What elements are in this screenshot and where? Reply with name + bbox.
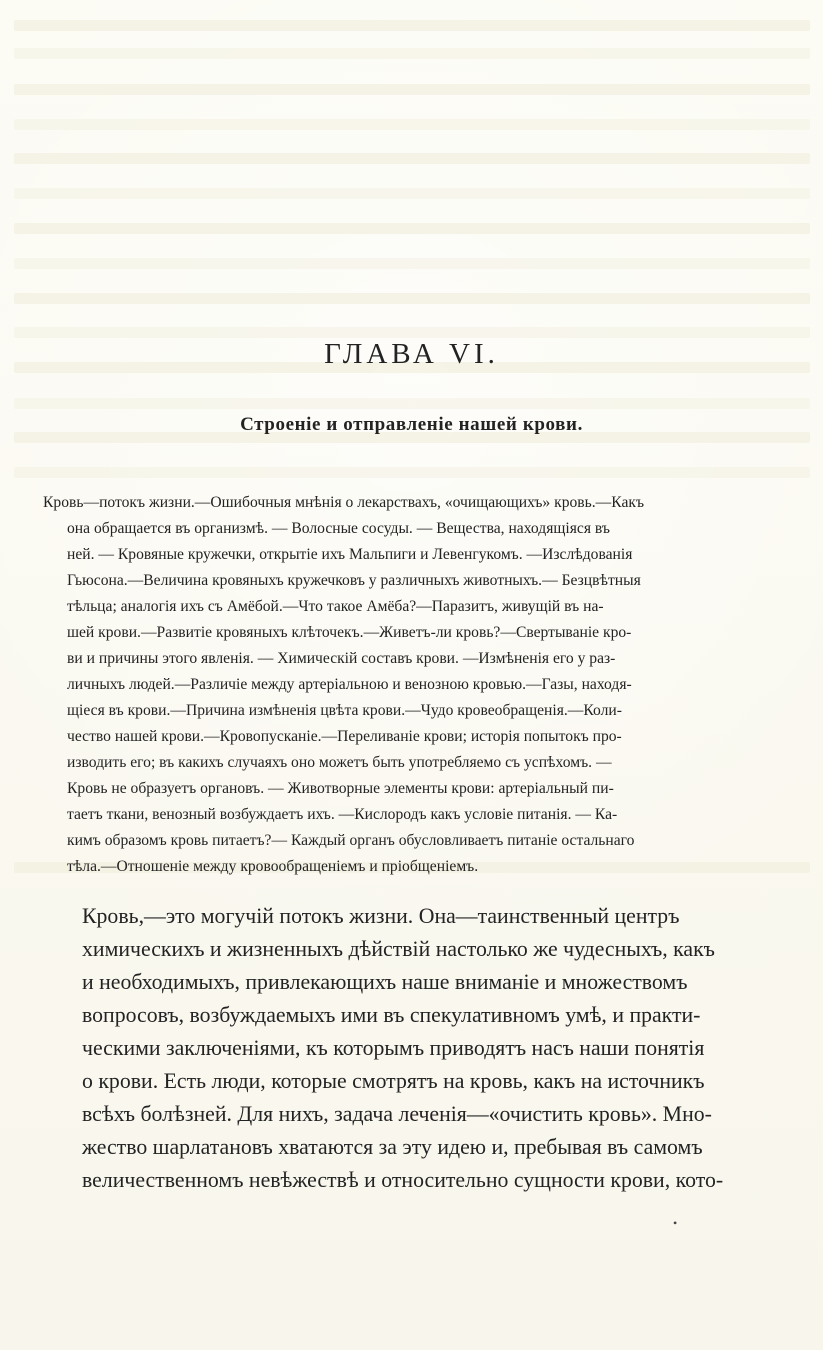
bleed-through-line (14, 293, 810, 304)
summary-line: Кровь не образуетъ органовъ. — Животворные элементы крови: артеріальный пи- (67, 780, 614, 797)
body-paragraph (82, 900, 768, 1197)
summary-line: Кровь—потокъ жизни.—Ошибочныя мнѣнія о лекарствахъ, «очищающихъ» кровь.—Какъ (43, 494, 645, 511)
summary-line: чество нашей крови.—Кровопусканіе.—Переливаніе крови; исторія попытокъ про- (67, 728, 622, 745)
summary-line: тѣла.—Отношеніе между кровообращеніемъ и пріобщеніемъ. (67, 858, 479, 875)
bleed-through-line (14, 119, 810, 130)
chapter-subtitle: Строеніе и отправленіе нашей крови. (240, 414, 583, 435)
bleed-through-line (14, 467, 810, 478)
summary-line: шей крови.—Развитіе кровяныхъ клѣточекъ.—Живетъ-ли кровь?—Свертываніе кро- (67, 624, 632, 641)
bleed-through-line (14, 20, 810, 31)
bleed-through-line (14, 327, 810, 338)
summary-line: ней. — Кровяные кружечки, открытіе ихъ Мальпиги и Левенгукомъ. —Изслѣдованія (67, 546, 633, 563)
body-line: всѣхъ болѣзней. Для нихъ, задача леченія—«очистить кровь». Мно- (82, 1102, 712, 1126)
bleed-through-line (14, 223, 810, 234)
body-line: о крови. Есть люди, которые смотрятъ на кровь, какъ на источникъ (82, 1069, 705, 1093)
chapter-title: ГЛАВА VI. (324, 338, 499, 370)
summary-line: таетъ ткани, венозный возбуждаетъ ихъ. —Кислородъ какъ условіе питанія. — Ка- (67, 806, 618, 823)
page-mark: • (673, 1216, 678, 1230)
summary-line: Гьюсона.—Величина кровяныхъ кружечковъ у различныхъ животныхъ.— Безцвѣтныя (67, 572, 641, 589)
body-line: Кровь,—это могучій потокъ жизни. Она—таинственный центръ (82, 904, 680, 928)
summary-line: ви и причины этого явленія. — Химическій составъ крови. —Измѣненія его у раз- (67, 650, 616, 667)
bleed-through-line (14, 258, 810, 269)
bleed-through-line (14, 48, 810, 59)
bleed-through-line (14, 398, 810, 409)
body-line: жество шарлатановъ хватаются за эту идею и, пребывая въ самомъ (82, 1135, 703, 1159)
body-line: и необходимыхъ, привлекающихъ наше вниманіе и множествомъ (82, 970, 688, 994)
chapter-summary (43, 490, 767, 880)
bleed-through-line (14, 153, 810, 164)
summary-line: изводить его; въ какихъ случаяхъ оно можетъ быть употребляемо съ успѣхомъ. — (67, 754, 612, 771)
bleed-through-line (14, 188, 810, 199)
body-line: химическихъ и жизненныхъ дѣйствій настолько же чудесныхъ, какъ (82, 937, 715, 961)
bleed-through-line (14, 84, 810, 95)
summary-line: кимъ образомъ кровь питаетъ?— Каждый органъ обусловливаетъ питаніе остальнаго (67, 832, 635, 849)
summary-line: личныхъ людей.—Различіе между артеріальною и венозною кровью.—Газы, находя- (67, 676, 632, 693)
summary-line: она обращается въ организмѣ. — Волосные сосуды. — Вещества, находящіяся въ (67, 520, 610, 537)
summary-line: щіеся въ крови.—Причина измѣненія цвѣта крови.—Чудо кровеобращенія.—Коли- (67, 702, 622, 719)
summary-line: тѣльца; аналогія ихъ съ Амёбой.—Что такое Амёба?—Паразитъ, живущій въ на- (67, 598, 604, 615)
body-line: величественномъ невѣжествѣ и относительно сущности крови, кото- (82, 1168, 724, 1192)
body-line: ческими заключеніями, къ которымъ приводятъ насъ наши понятія (82, 1036, 705, 1060)
body-line: вопросовъ, возбуждаемыхъ ими въ спекулативномъ умѣ, и практи- (82, 1003, 701, 1027)
